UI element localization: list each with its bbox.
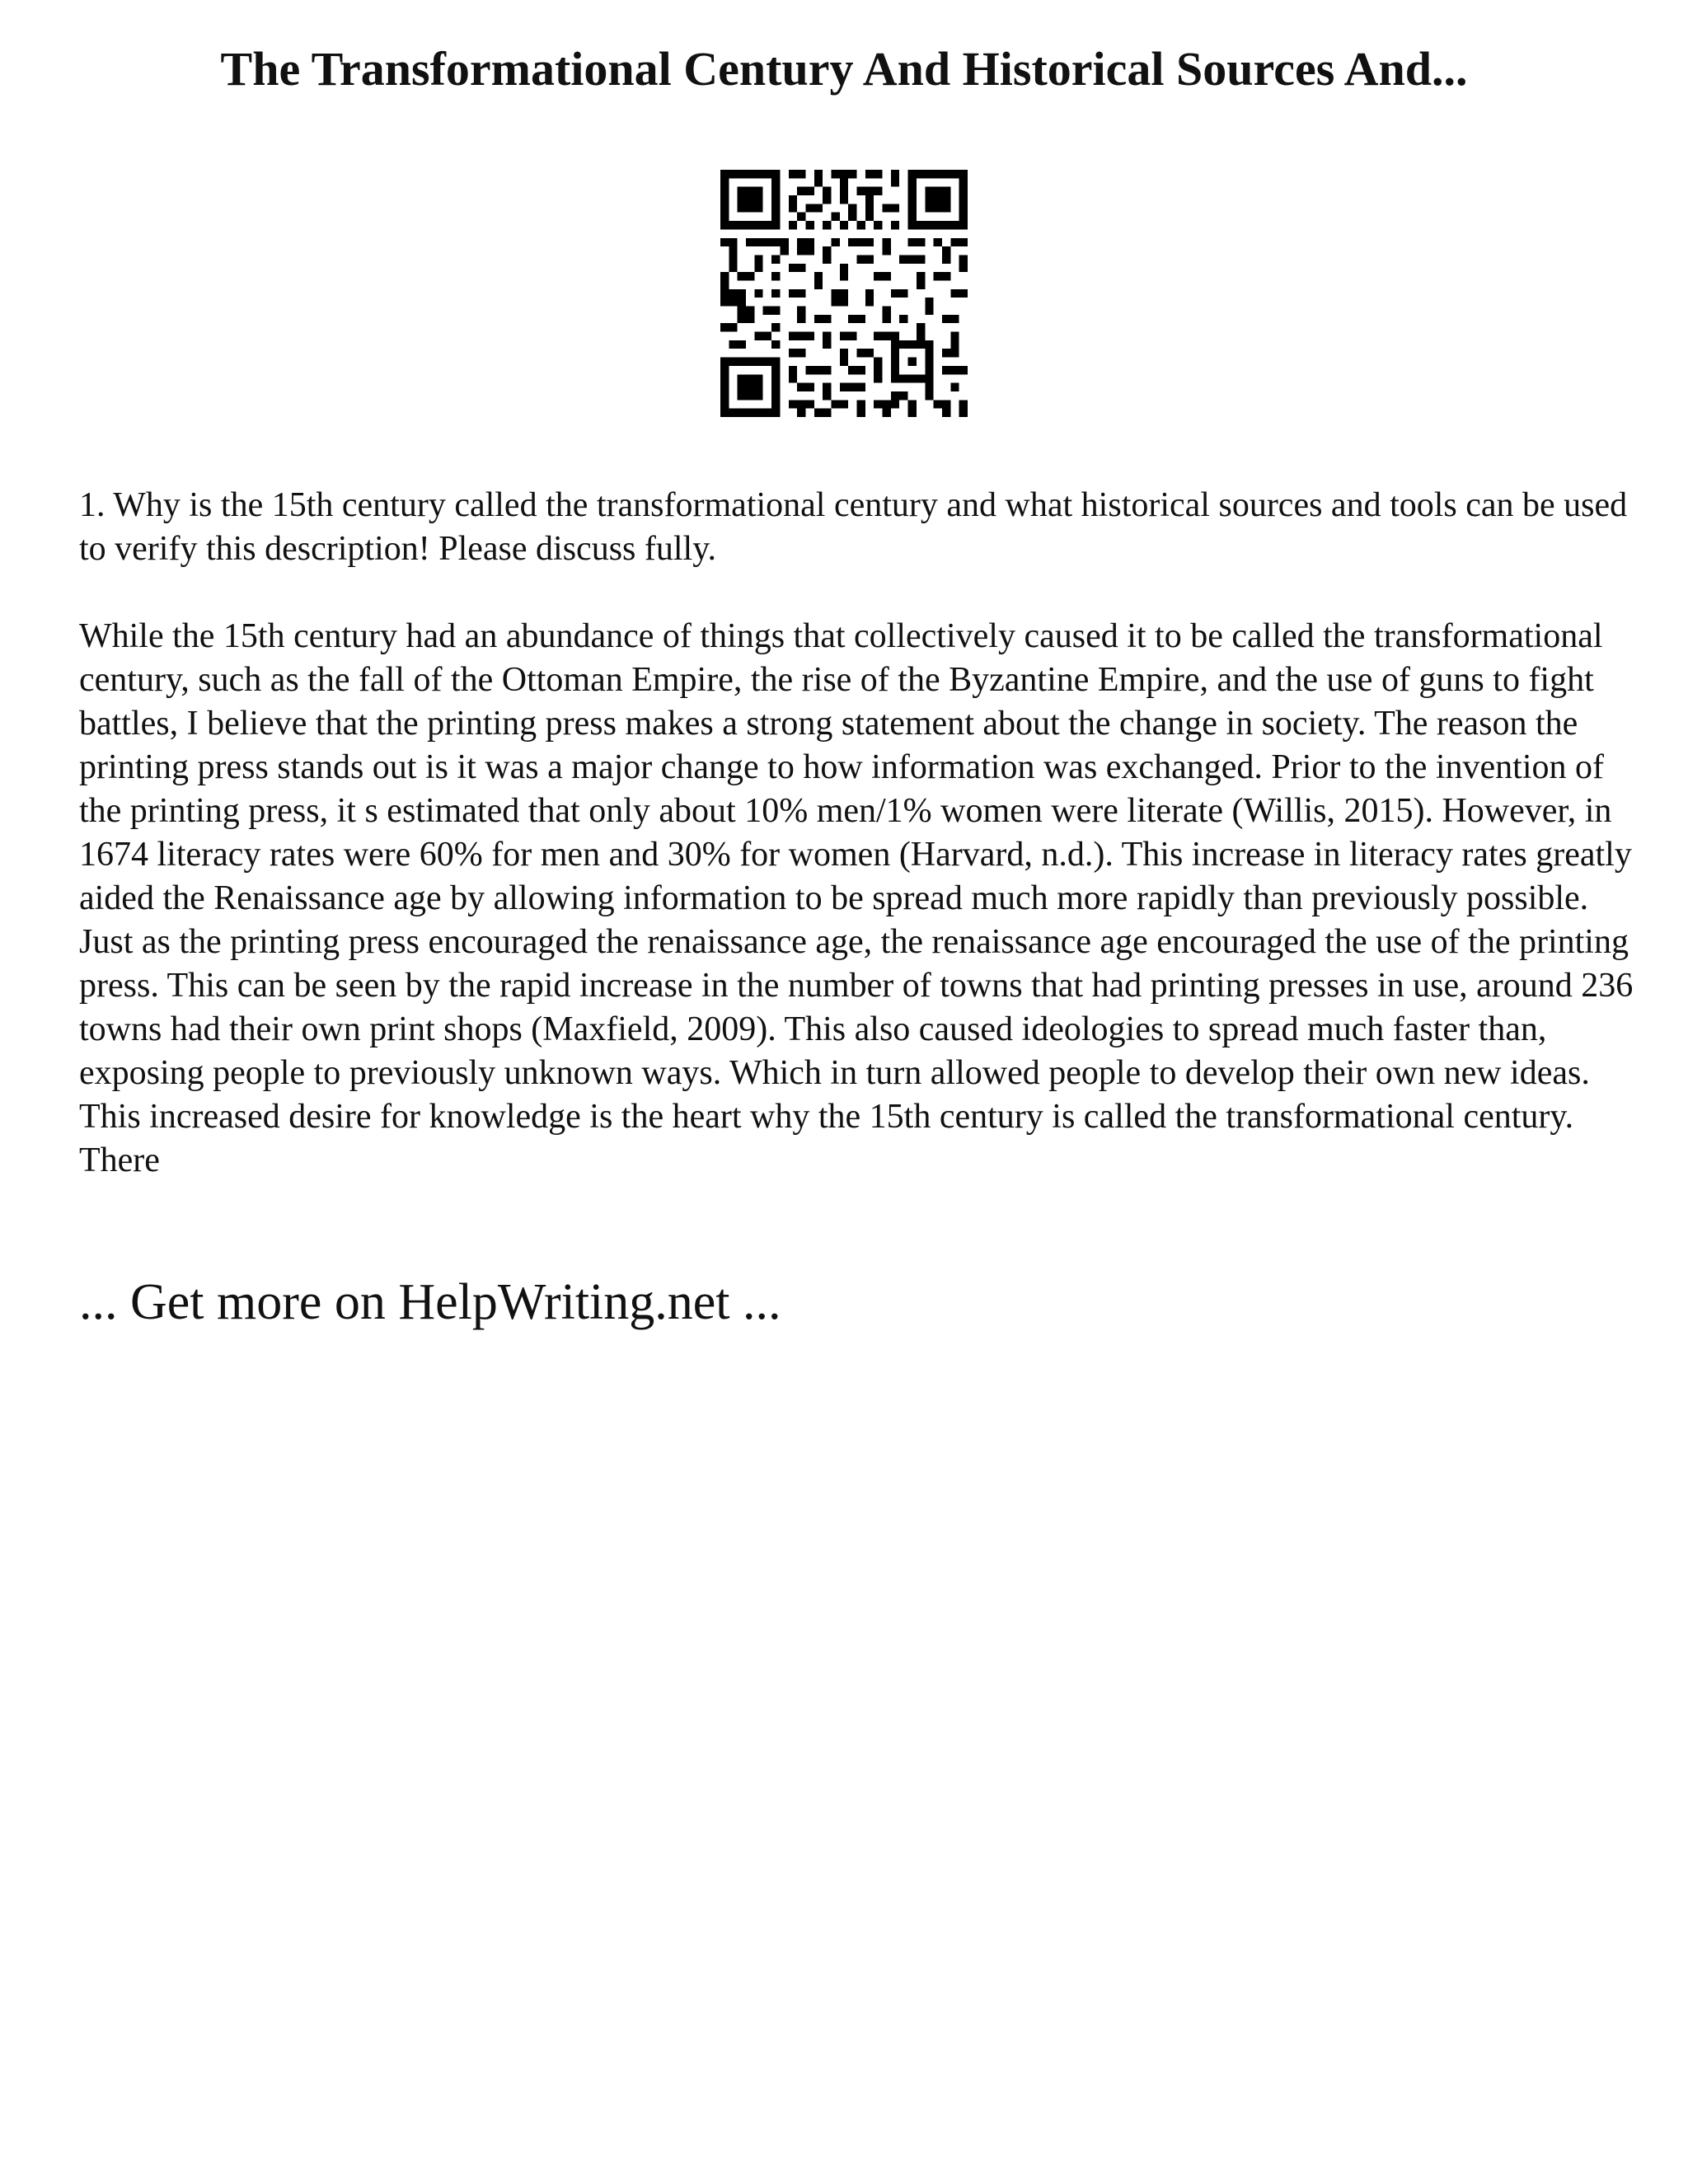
essay-body: While the 15th century had an abundance of things that collectively caused it to be called the transformational century, such as the fall of the Ottoman Empire, the rise of the Byzantine Empire, and the use of guns to fight battles, I believe that the printing press makes a strong statement about the change in society. The reason the printing press stands out is it was a major change to how information was exchanged. Prior to the invention of the printing press, it s estimated that only about 10% men/1% women were literate (Willis, 2015). However, in 1674 literacy rates were 60% for men and 30% for women (Harvard, n.d.). This increase in literacy rates greatly aided the Renaissance age by allowing information to be spread much more rapidly than previously possible. Just as the printing press encouraged the renaissance age, the renaissance age encouraged the use of the printing press. This can be seen by the rapid increase in the number of towns that had printing presses in use, around 236 towns had their own print shops (Maxfield, 2009). This also caused ideologies to spread much faster than, exposing people to previously unknown ways. Which in turn allowed people to develop their own new ideas. This increased desire for knowledge is the heart why the 15th century is called the transformational century. There (79, 617, 1634, 1179)
get-more-link[interactable]: ... Get more on HelpWriting.net ... (79, 1274, 781, 1330)
question-prompt: 1. Why is the 15th century called the transformational century and what historical sources and tools can be used to verify this description! Please discuss fully. (79, 486, 1628, 568)
page-title: The Transformational Century And Historical Sources And... (220, 42, 1468, 96)
qr-code-icon (720, 170, 968, 417)
